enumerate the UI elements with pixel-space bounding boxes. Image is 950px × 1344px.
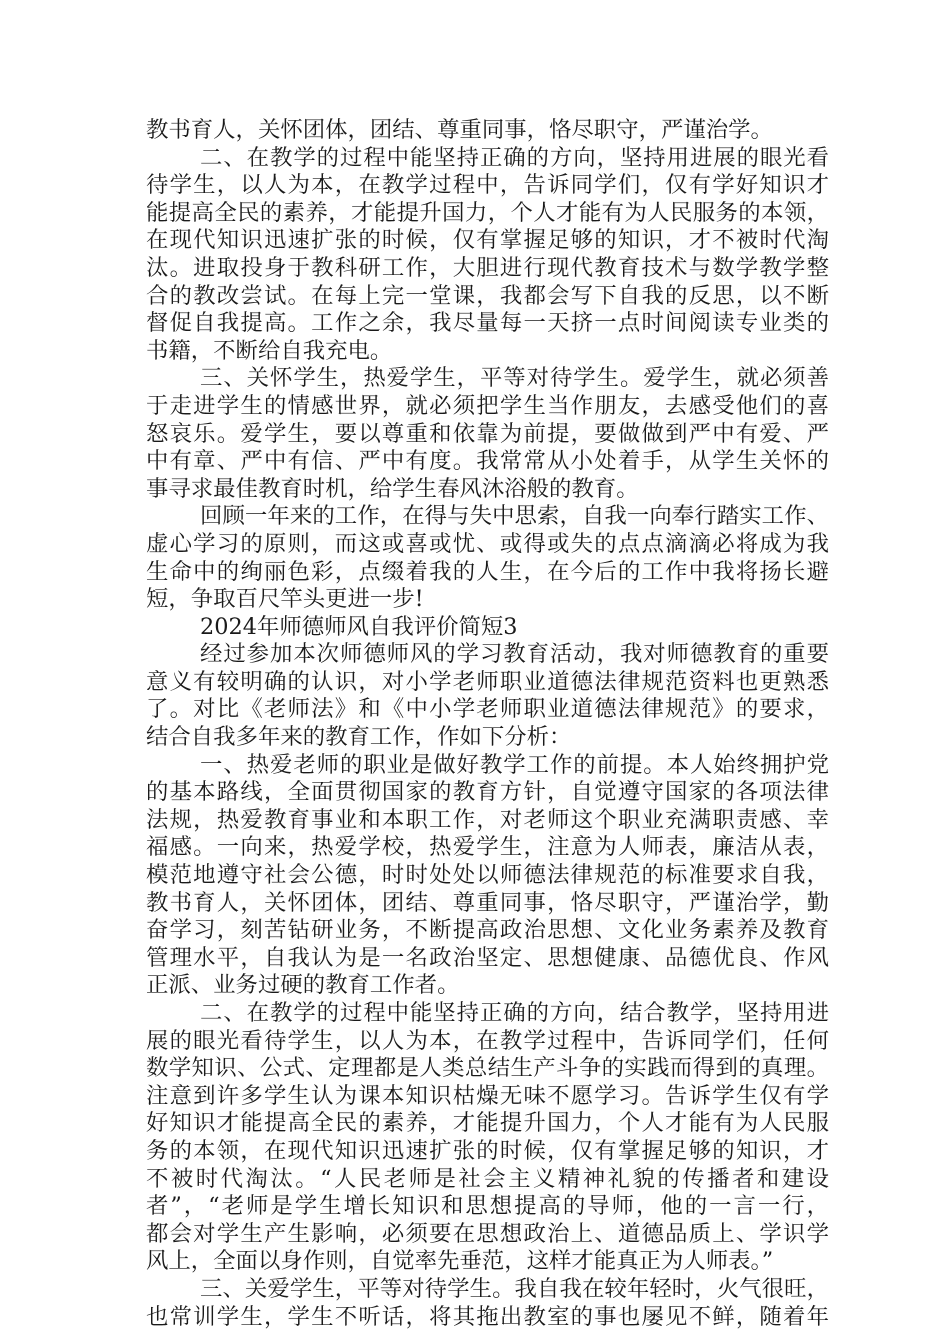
text-line: 展的眼光看待学生，以人为本，在教学过程中，告诉同学们，任何 (146, 1027, 829, 1054)
text-line: 教书育人，关怀团体，团结、尊重同事，恪尽职守，严谨治学。 (146, 117, 773, 143)
text-line: 了。对比《老师法》和《中小学老师职业道德法律规范》的要求， (146, 696, 829, 723)
text-line: 三、关怀学生，热爱学生，平等对待学生。爱学生，就必须善 (200, 365, 829, 392)
text-line: 者”，“老师是学生增长知识和思想提高的导师，他的一言一行， (146, 1193, 829, 1220)
text-line: 不被时代淘汰。“人民老师是社会主义精神礼貌的传播者和建设 (146, 1165, 829, 1192)
text-line: 福感。一向来，热爱学校，热爱学生，注意为人师表，廉洁从表， (146, 834, 829, 861)
text-line: 意义有较明确的认识，对小学老师职业道德法律规范资料也更熟悉 (146, 668, 829, 695)
text-line: 汰。进取投身于教科研工作，大胆进行现代教育技术与数学教学整 (146, 254, 829, 281)
document-page (146, 117, 829, 1331)
text-line: 三、关爱学生，平等对待学生。我自我在较年轻时，火气很旺， (200, 1275, 829, 1302)
text-line: 怒哀乐。爱学生，要以尊重和依靠为前提，要做做到严中有爱、严 (146, 420, 829, 447)
text-line: 风上，全面以身作则，自觉率先垂范，这样才能真正为人师表。” (146, 1248, 774, 1275)
text-line: 正派、业务过硬的教育工作者。 (146, 972, 460, 999)
text-line: 书籍，不断给自我充电。 (146, 337, 393, 364)
text-line: 注意到许多学生认为课本知识枯燥无味不愿学习。告诉学生仅有学 (146, 1082, 829, 1109)
text-line: 奋学习，刻苦钻研业务，不断提高政治思想、文化业务素养及教育 (146, 917, 829, 944)
text-line: 二、在教学的过程中能坚持正确的方向，结合教学，坚持用进 (200, 1000, 829, 1026)
text-line: 事寻求最佳教育时机，给学生春风沐浴般的教育。 (146, 475, 639, 502)
text-line: 短，争取百尺竿头更进一步! (146, 586, 424, 613)
text-line: 数学知识、公式、定理都是人类总结生产斗争的实践而得到的真理。 (146, 1055, 829, 1082)
text-line: 模范地遵守社会公德，时时处处以师德法律规范的标准要求自我， (146, 862, 829, 889)
text-line: 的基本路线，全面贯彻国家的教育方针，自觉遵守国家的各项法律 (146, 779, 829, 806)
text-line: 也常训学生，学生不听话，将其拖出教室的事也屡见不鲜，随着年 (146, 1303, 829, 1330)
text-line: 中有章、严中有信、严中有度。我常常从小处着手，从学生关怀的 (146, 448, 829, 475)
text-line: 结合自我多年来的教育工作，作如下分析： (146, 724, 572, 751)
text-line: 2024年师德师风自我评价简短3 (200, 613, 518, 640)
text-line: 于走进学生的情感世界，就必须把学生当作朋友，去感受他们的喜 (146, 392, 829, 419)
text-line: 一、热爱老师的职业是做好教学工作的前提。本人始终拥护党 (200, 751, 829, 778)
text-line: 经过参加本次师德师风的学习教育活动，我对师德教育的重要 (200, 641, 829, 668)
text-line: 能提高全民的素养，才能提升国力，个人才能有为人民服务的本领， (146, 199, 829, 226)
text-line: 回顾一年来的工作，在得与失中思索，自我一向奉行踏实工作、 (200, 503, 829, 530)
text-line: 好知识才能提高全民的素养，才能提升国力，个人才能有为人民服 (146, 1110, 829, 1137)
text-line: 生命中的绚丽色彩，点缀着我的人生，在今后的工作中我将扬长避 (146, 558, 829, 585)
text-line: 教书育人，关怀团体，团结、尊重同事，恪尽职守，严谨治学，勤 (146, 889, 829, 916)
text-line: 在现代知识迅速扩张的时候，仅有掌握足够的知识，才不被时代淘 (146, 227, 829, 254)
text-line: 管理水平，自我认为是一名政治坚定、思想健康、品德优良、作风 (146, 944, 829, 971)
text-line: 待学生，以人为本，在教学过程中，告诉同学们，仅有学好知识才 (146, 172, 829, 199)
text-line: 督促自我提高。工作之余，我尽量每一天挤一点时间阅读专业类的 (146, 310, 829, 337)
text-line: 虚心学习的原则，而这或喜或忧、或得或失的点点滴滴必将成为我 (146, 530, 829, 557)
text-line: 务的本领，在现代知识迅速扩张的时候，仅有掌握足够的知识，才 (146, 1137, 829, 1164)
text-line: 法规，热爱教育事业和本职工作，对老师这个职业充满职责感、幸 (146, 806, 829, 833)
text-line: 都会对学生产生影响，必须要在思想政治上、道德品质上、学识学 (146, 1220, 829, 1247)
text-line: 二、在教学的过程中能坚持正确的方向，坚持用进展的眼光看 (200, 144, 829, 171)
text-line: 合的教改尝试。在每上完一堂课，我都会写下自我的反思，以不断 (146, 282, 829, 309)
